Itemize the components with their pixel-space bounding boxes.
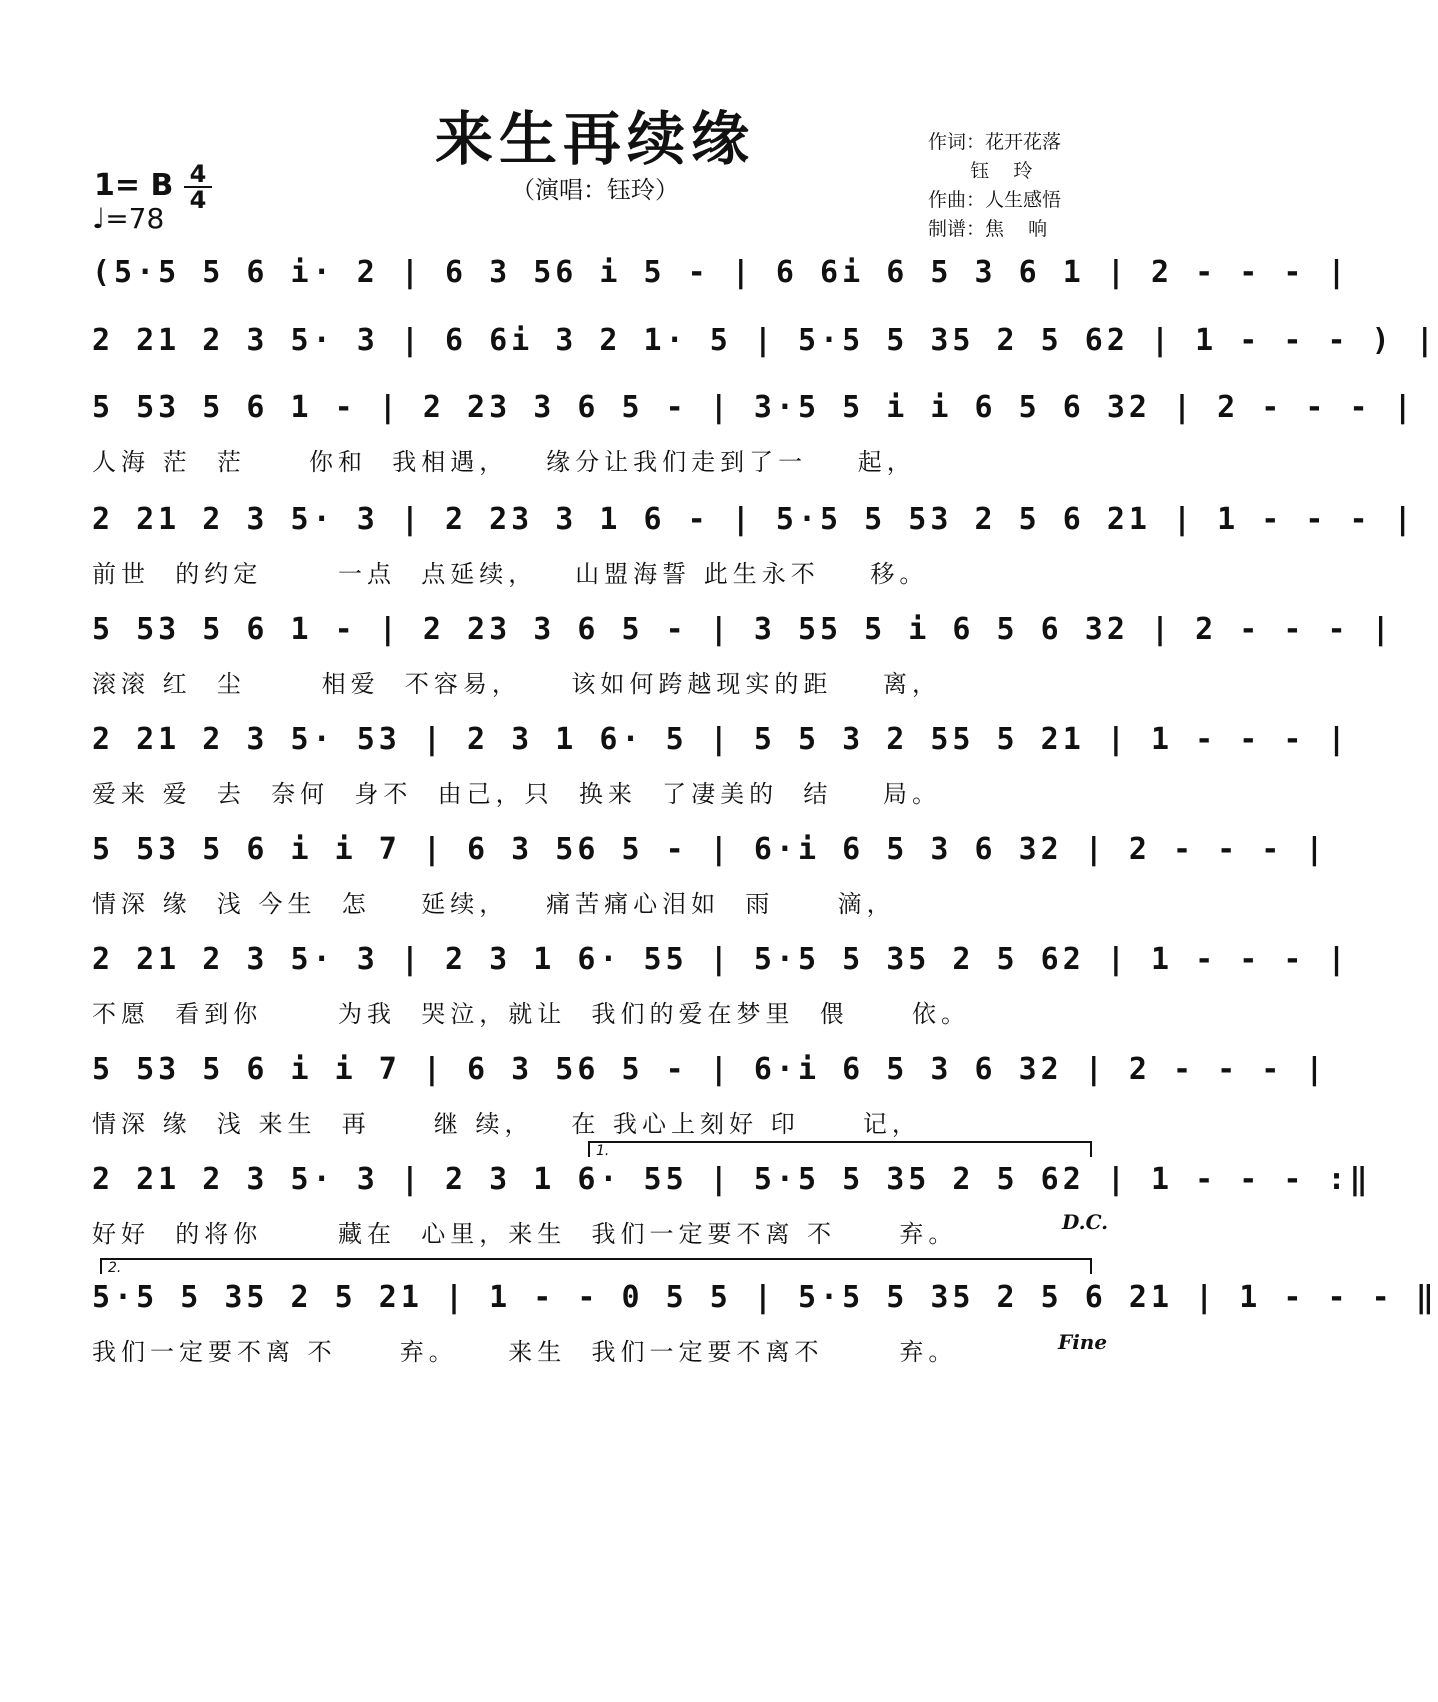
notation: 5 53 5 6 i i 7 | 6 3 56 5 - | 6·i 6 5 3 6 32 | 2 - - - | — [92, 832, 1328, 867]
song-title: 来生再续缘 — [434, 105, 755, 173]
singer-subtitle: （演唱：钰玲） — [511, 176, 679, 204]
lyric-line: 不愿 看到你 为我 哭泣，就让 我们的爱在梦里 偎 依。 — [92, 1000, 970, 1028]
credit-singer-name: 钰 玲 — [928, 160, 1033, 182]
tempo-marking: ♩=78 — [92, 202, 165, 235]
lyric-line: 前世 的约定 一点 点延续， 山盟海誓 此生永不 移。 — [92, 560, 929, 588]
volta-bracket-1 — [588, 1141, 1092, 1157]
lyric-line: 情深 缘 浅 来生 再 继 续， 在 我心上刻好 印 记， — [92, 1110, 921, 1138]
time-signature — [184, 160, 212, 214]
volta-1-label: 1. — [596, 1143, 610, 1159]
fine-marking: Fine — [1058, 1330, 1108, 1354]
notation: 2 21 2 3 5· 3 | 6 6i 3 2 1· 5 | 5·5 5 35 2 5 62 | 1 - - - ) | — [92, 323, 1438, 358]
meter-bottom: 4 — [189, 186, 207, 214]
credit-transcriber: 制谱：焦 响 — [928, 218, 1048, 240]
notation: 2 21 2 3 5· 3 | 2 3 1 6· 55 | 5·5 5 35 2 5 62 | 1 - - - | — [92, 942, 1350, 977]
notation: 5·5 5 35 2 5 21 | 1 - - 0 5 5 | 5·5 5 35 2 5 6 21 | 1 - - - ‖ — [92, 1280, 1438, 1315]
notation: (5·5 5 6 i· 2 | 6 3 56 i 5 - | 6 6i 6 5 3 6 1 | 2 - - - | — [92, 255, 1350, 290]
volta-bracket-2 — [100, 1258, 1092, 1274]
volta-2-label: 2. — [108, 1260, 122, 1276]
credits-block — [928, 128, 1061, 244]
credit-lyricist: 作词：花开花落 — [928, 131, 1062, 153]
dc-marking: D.C. — [1062, 1210, 1109, 1234]
notation: 2 21 2 3 5· 53 | 2 3 1 6· 5 | 5 5 3 2 55 5 21 | 1 - - - | — [92, 722, 1350, 757]
notation: 2 21 2 3 5· 3 | 2 3 1 6· 55 | 5·5 5 35 2 5 62 | 1 - - - :‖ — [92, 1162, 1372, 1197]
credit-composer: 作曲：人生感悟 — [928, 189, 1062, 211]
notation: 5 53 5 6 i i 7 | 6 3 56 5 - | 6·i 6 5 3 6 32 | 2 - - - | — [92, 1052, 1328, 1087]
key-signature: 1= B — [94, 168, 174, 203]
lyric-line: 爱来 爱 去 奈何 身不 由己，只 换来 了凄美的 结 局。 — [92, 780, 941, 808]
notation: 5 53 5 6 1 - | 2 23 3 6 5 - | 3·5 5 i i 6 5 6 32 | 2 - - - | — [92, 390, 1416, 425]
lyric-line: 滚滚 红 尘 相爱 不容易， 该如何跨越现实的距 离， — [92, 670, 941, 698]
lyric-line: 人海 茫 茫 你和 我相遇， 缘分让我们走到了一 起， — [92, 448, 916, 476]
lyric-line: 好好 的将你 藏在 心里，来生 我们一定要不离 不 弃。 — [92, 1220, 958, 1248]
lyric-line: 我们一定要不离 不 弃。 来生 我们一定要不离不 弃。 — [92, 1338, 958, 1366]
notation: 5 53 5 6 1 - | 2 23 3 6 5 - | 3 55 5 i 6 5 6 32 | 2 - - - | — [92, 612, 1394, 647]
meter-top: 4 — [189, 160, 207, 188]
notation: 2 21 2 3 5· 3 | 2 23 3 1 6 - | 5·5 5 53 2 5 6 21 | 1 - - - | — [92, 502, 1416, 537]
lyric-line: 情深 缘 浅 今生 怎 延续， 痛苦痛心泪如 雨 滴， — [92, 890, 896, 918]
